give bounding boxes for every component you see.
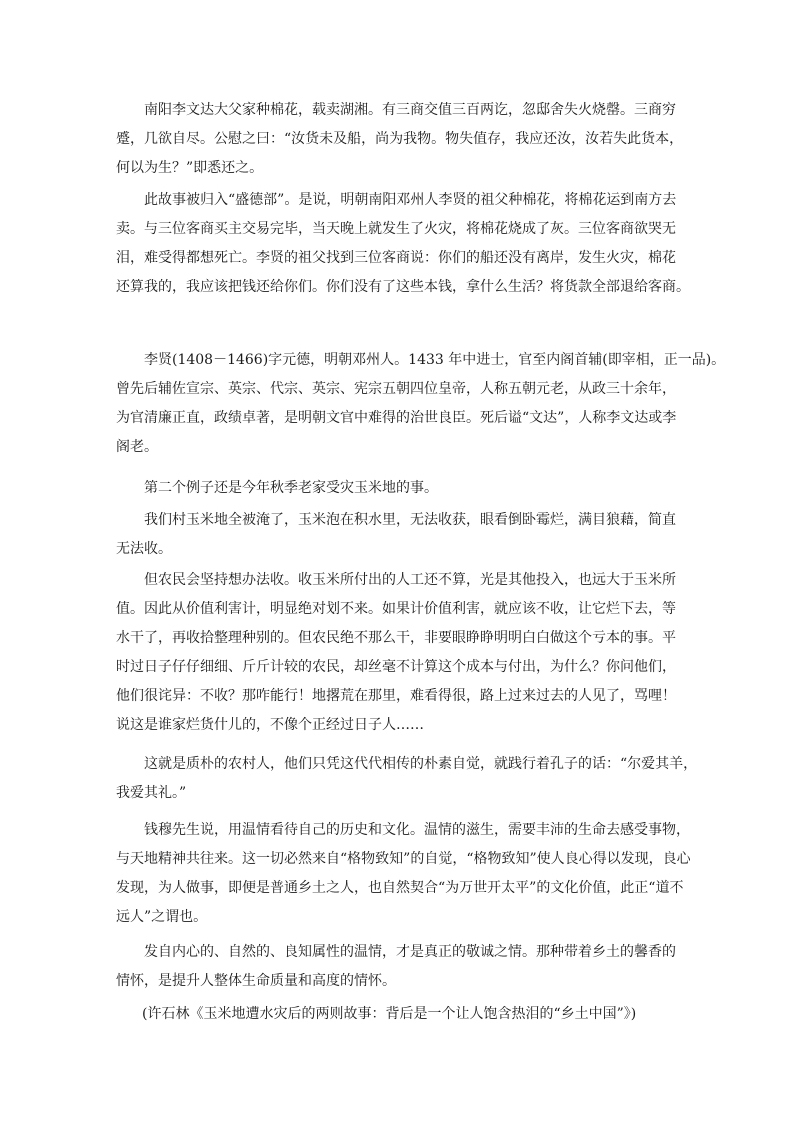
text-line: 此故事被归入“盛德部”。是说，明朝南阳邓州人李贤的祖父种棉花，将棉花运到南方去 [144, 192, 677, 208]
text-line: 第二个例子还是今年秋季老家受灾玉米地的事。 [144, 480, 438, 496]
text-line: 李贤(1408－1466)字元德，明朝邓州人。1433 年中进士，官至内阁首辅(即宰相，正一品)。 [144, 352, 726, 368]
text-line: 泪，难受得都想死亡。李贤的祖父找到三位客商说：你们的船还没有离岸，发生火灾，棉花 [116, 250, 676, 266]
text-line: 水干了，再收拾整理种别的。但农民绝不那么干，非要眼睁睁明明白白做这个亏本的事。平 [116, 630, 676, 646]
text-line: 但农民会坚持想办法收。收玉米所付出的人工还不算，光是其他投入，也远大于玉米所 [144, 572, 676, 588]
paragraph-story-explanation [116, 186, 696, 302]
text-line: 我爱其礼。” [116, 785, 187, 801]
text-line: 值。因此从价值利害计，明显绝对划不来。如果计价值利害，就应该不收，让它烂下去，等 [116, 601, 676, 617]
text-line: 钱穆先生说，用温情看待自己的历史和文化。温情的滋生，需要丰沛的生命去感受事物， [144, 822, 690, 838]
text-line: 为官清廉正直，政绩卓著，是明朝文官中难得的治世良臣。死后谥“文达”，人称李文达或李 [116, 410, 677, 426]
text-line: 情怀，是提升人整体生命质量和高度的情怀。 [116, 973, 396, 989]
text-line: 发自内心的、自然的、良知属性的温情，才是真正的敬诚之情。那种带着乡土的馨香的 [144, 944, 676, 960]
text-line: 我们村玉米地全被淹了，玉米泡在积水里，无法收获，眼看倒卧霉烂，满目狼藉，简直 [144, 512, 676, 528]
paragraph-farmers-harvest [116, 566, 696, 740]
paragraph-ancient-story [116, 96, 696, 183]
text-line: 说这是谁家烂货什儿的，不像个正经过日子人…… [116, 717, 424, 733]
paragraph-flooded-field [116, 506, 696, 564]
paragraph-li-xian-bio [116, 346, 726, 462]
text-line: 蹙，几欲自尽。公慰之曰：“汝货未及船，尚为我物。物失值存，我应还汝，汝若失此货本， [116, 131, 684, 147]
text-line: 南阳李文达大父家种棉花，载卖湖湘。有三商交值三百两讫，忽邸舍失火烧罄。三商穷 [144, 102, 676, 118]
paragraph-second-example [116, 474, 696, 503]
text-line: 曾先后辅佐宣宗、英宗、代宗、英宗、宪宗五朝四位皇帝，人称五朝元老，从政三十余年， [116, 381, 676, 397]
text-line: 与天地精神共往来。这一切必然来自“格物致知”的自觉，“格物致知”使人良心得以发现，良心 [116, 851, 691, 867]
text-line: 何以为生？”即悉还之。 [116, 160, 264, 176]
paragraph-qian-mu [116, 816, 696, 932]
source-text: (许石林《玉米地遭水灾后的两则故事：背后是一个让人饱含热泪的“乡土中国”》) [142, 1006, 637, 1022]
text-line: 这就是质朴的农村人，他们只凭这代代相传的朴素自觉，就践行着孔子的话：“尔爱其羊， [144, 756, 698, 772]
text-line: 卖。与三位客商买主交易完毕，当天晚上就发生了火灾，将棉花烧成了灰。三位客商欲哭无 [116, 221, 676, 237]
text-line: 他们很诧异：不收？那咋能行！地撂荒在那里，难看得很，路上过来过去的人见了，骂哩！ [116, 688, 676, 704]
text-line: 远人”之谓也。 [116, 909, 208, 925]
text-line: 还算我的，我应该把钱还给你们。你们没有了这些本钱，拿什么生活？将货款全部退给客商。 [116, 279, 690, 295]
paragraph-conclusion [116, 938, 696, 996]
text-line: 阁老。 [116, 439, 158, 455]
text-line: 发现，为人做事，即便是普通乡土之人，也自然契合“为万世开太平”的文化价值，此正“道不 [116, 880, 684, 896]
text-line: 时过日子仔仔细细、斤斤计较的农民，却丝毫不计算这个成本与付出，为什么？你问他们， [116, 659, 676, 675]
text-line: 无法收。 [116, 541, 172, 557]
source-citation [142, 1000, 722, 1029]
paragraph-confucius-quote [116, 750, 696, 808]
